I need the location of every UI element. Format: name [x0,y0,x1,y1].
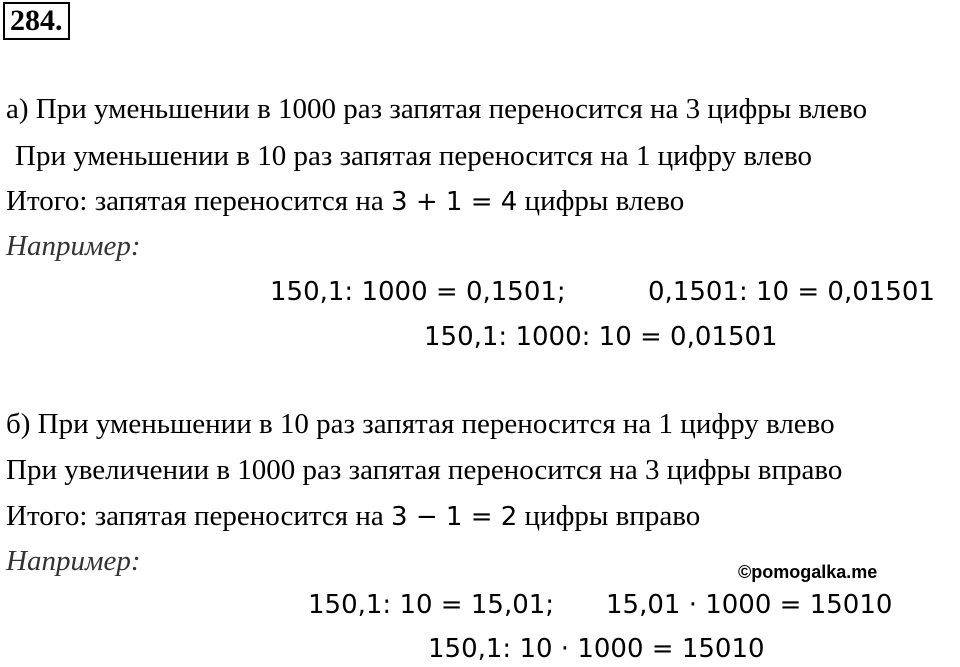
part-b-total-math: 3 − 1 = 2 [391,502,518,532]
part-a-total-tail: цифры влево [517,185,685,217]
part-a-equation-2: 0,1501: 10 = 0,01501 [648,277,935,307]
part-b-equation-2: 15,01 · 1000 = 15010 [606,590,893,620]
part-b-example-label: Например: [6,545,141,577]
part-a-example-label: Например: [6,230,141,262]
part-a-equation-1: 150,1: 1000 = 0,1501; [270,277,566,307]
part-a-line-1: а) При уменьшении в 1000 раз запятая переносится на 3 цифры влево [6,93,868,125]
watermark: ©pomogalka.me [738,562,878,582]
part-b-equation-1: 150,1: 10 = 15,01; [308,590,555,620]
part-b-equation-3: 150,1: 10 · 1000 = 15010 [428,634,765,664]
part-a-line-2: При уменьшении в 10 раз запятая переносится на 1 цифру влево [15,140,812,172]
part-b-total-tail: цифры вправо [517,500,701,532]
part-b-line-2: При увеличении в 1000 раз запятая переносится на 3 цифры вправо [6,454,843,486]
part-b-line-3 [6,500,700,533]
part-a-line-3 [6,185,684,218]
part-a-total-math: 3 + 1 = 4 [391,187,518,217]
part-b-total-text: Итого: запятая переносится на [6,500,392,532]
part-a-equation-3: 150,1: 1000: 10 = 0,01501 [424,322,778,352]
problem-number: 284. [3,2,70,40]
part-b-line-1: б) При уменьшении в 10 раз запятая переносится на 1 цифру влево [6,408,835,440]
part-a-total-text: Итого: запятая переносится на [6,185,392,217]
